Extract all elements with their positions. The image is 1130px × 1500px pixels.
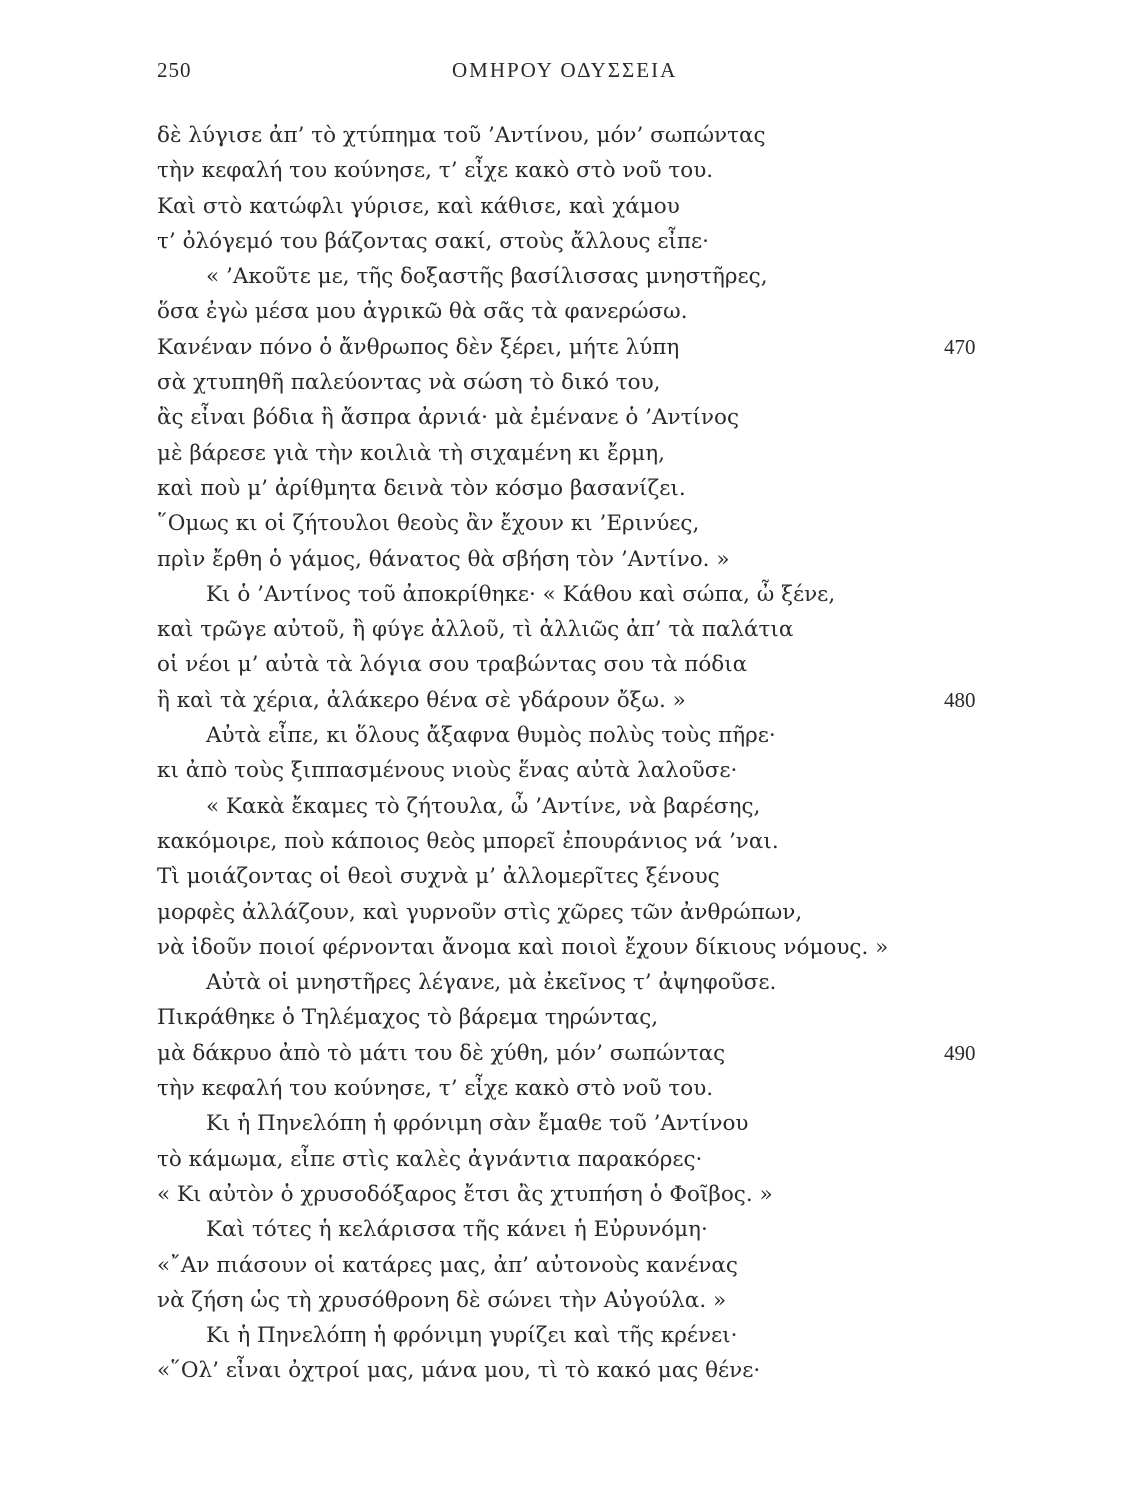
verse-line xyxy=(0,612,1130,647)
verse-text: «῎Αν πιάσουν οἱ κατάρες μας, ἀπ’ αὐτονοὺς κανένας xyxy=(157,1252,738,1278)
verse-line xyxy=(0,365,1130,400)
verse-line xyxy=(0,400,1130,435)
verse-text: οἱ νέοι μ’ αὐτὰ τὰ λόγια σου τραβώντας σου τὰ πόδια xyxy=(157,652,748,678)
verse-text: πρὶν ἔρθη ὁ γάμος, θάνατος θὰ σβήση τὸν ’Αντίνο. » xyxy=(157,546,730,572)
verse-text: σὰ χτυπηθῆ παλεύοντας νὰ σώση τὸ δικό του, xyxy=(157,370,661,396)
verse-block xyxy=(0,118,1130,1389)
verse-text: ῞Ομως κι οἱ ζήτουλοι θεοὺς ἂν ἔχουν κι ’Ερινύες, xyxy=(157,511,700,537)
verse-line xyxy=(0,471,1130,506)
verse-text: καὶ τρῶγε αὐτοῦ, ἢ φύγε ἀλλοῦ, τὶ ἀλλιῶς ἀπ’ τὰ παλάτια xyxy=(157,617,794,643)
verse-line xyxy=(0,1000,1130,1035)
verse-text: Καὶ στὸ κατώφλι γύρισε, καὶ κάθισε, καὶ χάμου xyxy=(157,193,680,219)
verse-line xyxy=(0,506,1130,541)
verse-text: Αὐτὰ οἱ μνηστῆρες λέγανε, μὰ ἐκεῖνος τ’ ἀψηφοῦσε. xyxy=(206,970,777,996)
line-number: 490 xyxy=(944,1040,976,1065)
line-number: 470 xyxy=(944,334,976,359)
verse-line xyxy=(0,436,1130,471)
verse-text: τὴν κεφαλή του κούνησε, τ’ εἶχε κακὸ στὸ νοῦ του. xyxy=(157,1076,714,1102)
verse-text: τὸ κάμωμα, εἶπε στὶς καλὲς ἀγνάντια παρακόρες· xyxy=(157,1146,703,1172)
verse-text: « Κι αὐτὸν ὁ χρυσοδόξαρος ἔτσι ἂς χτυπήση ὁ Φοῖβος. » xyxy=(157,1181,773,1207)
verse-text: μὰ δάκρυο ἀπὸ τὸ μάτι του δὲ χύθη, μόν’ σωπώντας xyxy=(157,1040,726,1066)
verse-line xyxy=(0,859,1130,894)
verse-text: κακόμοιρε, ποὺ κάποιος θεὸς μπορεῖ ἐπουράνιος νά ’ναι. xyxy=(157,828,779,854)
verse-line xyxy=(0,1106,1130,1141)
verse-line xyxy=(0,1248,1130,1283)
verse-text: ἢ καὶ τὰ χέρια, ἀλάκερο θένα σὲ γδάρουν ὄξω. » xyxy=(157,687,686,713)
verse-text: Κι ἡ Πηνελόπη ἡ φρόνιμη σὰν ἔμαθε τοῦ ’Αντίνου xyxy=(206,1111,749,1137)
verse-line xyxy=(0,118,1130,153)
verse-line xyxy=(0,1212,1130,1247)
verse-line xyxy=(0,330,1130,365)
running-title: ΟΜΗΡΟΥ ΟΔΥΣΣΕΙΑ xyxy=(452,58,678,82)
page-number: 250 xyxy=(157,58,192,82)
verse-line xyxy=(0,1142,1130,1177)
verse-text: « Κακὰ ἔκαμες τὸ ζήτουλα, ὦ ’Αντίνε, νὰ βαρέσης, xyxy=(206,793,761,819)
verse-line xyxy=(0,965,1130,1000)
verse-text: ἂς εἶναι βόδια ἢ ἄσπρα ἀρνιά· μὰ ἐμένανε ὁ ’Αντίνος xyxy=(157,405,739,431)
verse-text: «῞Ολ’ εἶναι ὀχτροί μας, μάνα μου, τὶ τὸ κακό μας θένε· xyxy=(157,1358,761,1384)
verse-text: ὅσα ἐγὼ μέσα μου ἀγρικῶ θὰ σᾶς τὰ φανερώσω. xyxy=(157,299,688,325)
verse-line xyxy=(0,224,1130,259)
page-header xyxy=(0,58,1130,88)
verse-text: κι ἀπὸ τοὺς ξιππασμένους νιοὺς ἕνας αὐτὰ λαλοῦσε· xyxy=(157,758,738,784)
verse-line xyxy=(0,895,1130,930)
verse-line xyxy=(0,189,1130,224)
verse-text: μὲ βάρεσε γιὰ τὴν κοιλιὰ τὴ σιχαμένη κι ἔρμη, xyxy=(157,440,665,466)
verse-line xyxy=(0,1177,1130,1212)
verse-line xyxy=(0,1283,1130,1318)
verse-line xyxy=(0,930,1130,965)
verse-text: Αὐτὰ εἶπε, κι ὅλους ἄξαφνα θυμὸς πολὺς τοὺς πῆρε· xyxy=(206,723,776,749)
verse-line xyxy=(0,294,1130,329)
verse-line xyxy=(0,647,1130,682)
verse-text: « ’Ακοῦτε με, τῆς δοξαστῆς βασίλισσας μνηστῆρες, xyxy=(206,264,768,290)
verse-text: τ’ ὀλόγεμό του βάζοντας σακί, στοὺς ἄλλους εἶπε· xyxy=(157,228,709,254)
line-number: 480 xyxy=(944,687,976,712)
verse-text: νὰ ζήση ὡς τὴ χρυσόθρονη δὲ σώνει τὴν Αὐγούλα. » xyxy=(157,1287,727,1313)
verse-line xyxy=(0,577,1130,612)
verse-text: δὲ λύγισε ἀπ’ τὸ χτύπημα τοῦ ’Αντίνου, μόν’ σωπώντας xyxy=(157,123,766,148)
verse-line xyxy=(0,259,1130,294)
verse-line xyxy=(0,753,1130,788)
verse-line xyxy=(0,1353,1130,1388)
verse-line xyxy=(0,542,1130,577)
verse-text: νὰ ἰδοῦν ποιοί φέρνονται ἄνομα καὶ ποιοὶ ἔχουν δίκιους νόμους. » xyxy=(157,934,889,960)
verse-text: Καὶ τότες ἡ κελάρισσα τῆς κάνει ἡ Εὐρυνόμη· xyxy=(206,1217,708,1243)
verse-line xyxy=(0,824,1130,859)
verse-line xyxy=(0,718,1130,753)
verse-text: Τὶ μοιάζοντας οἱ θεοὶ συχνὰ μ’ ἀλλομερῖτες ξένους xyxy=(157,864,720,890)
verse-line xyxy=(0,1036,1130,1071)
verse-text: καὶ ποὺ μ’ ἀρίθμητα δεινὰ τὸν κόσμο βασανίζει. xyxy=(157,475,686,501)
verse-text: Κι ἡ Πηνελόπη ἡ φρόνιμη γυρίζει καὶ τῆς κρένει· xyxy=(206,1323,738,1349)
verse-line xyxy=(0,683,1130,718)
verse-text: Πικράθηκε ὁ Τηλέμαχος τὸ βάρεμα τηρώντας, xyxy=(157,1005,659,1031)
verse-text: Κανέναν πόνο ὁ ἄνθρωπος δὲν ξέρει, μήτε λύπη xyxy=(157,334,680,360)
verse-text: τὴν κεφαλή του κούνησε, τ’ εἶχε κακὸ στὸ νοῦ του. xyxy=(157,158,714,184)
verse-text: Κι ὁ ’Αντίνος τοῦ ἀποκρίθηκε· « Κάθου καὶ σώπα, ὦ ξένε, xyxy=(206,581,836,607)
verse-text: μορφὲς ἀλλάζουν, καὶ γυρνοῦν στὶς χῶρες τῶν ἀνθρώπων, xyxy=(157,899,803,925)
verse-line xyxy=(0,153,1130,188)
verse-line xyxy=(0,789,1130,824)
verse-line xyxy=(0,1318,1130,1353)
verse-line xyxy=(0,1071,1130,1106)
